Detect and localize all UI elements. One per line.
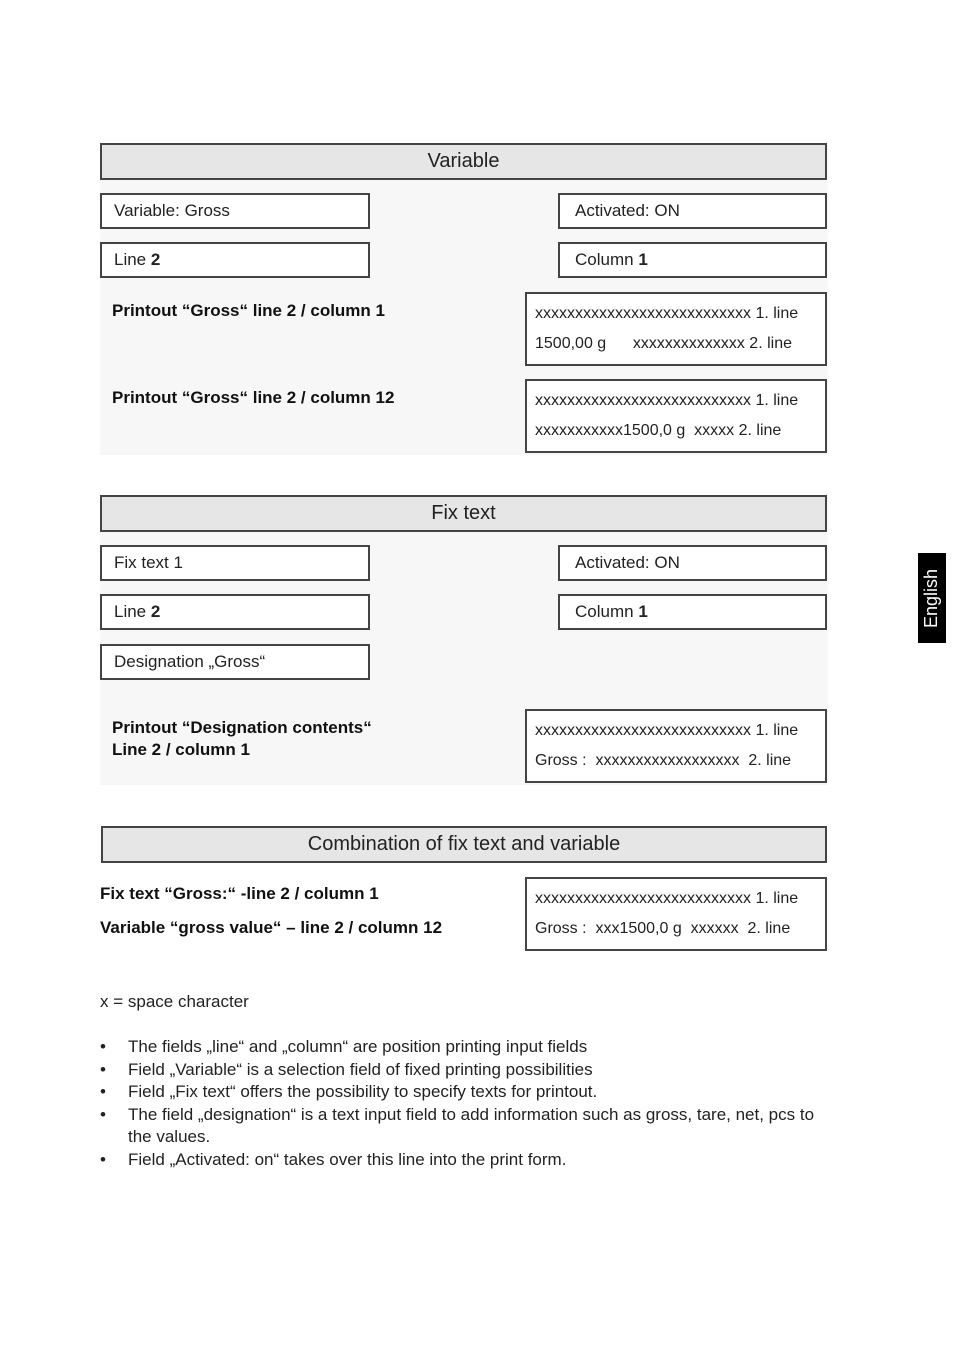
printout-designation-label-line1: Printout “Designation contents“ bbox=[112, 718, 372, 737]
bullet-glyph: • bbox=[100, 1037, 106, 1056]
list-item bbox=[100, 1104, 830, 1149]
column-value: 1 bbox=[638, 602, 648, 621]
combination-label-line2: Variable “gross value“ – line 2 / column 12 bbox=[100, 918, 443, 937]
variable-header: Variable bbox=[100, 143, 827, 180]
column-label: Column bbox=[575, 250, 639, 269]
list-item bbox=[100, 1081, 830, 1104]
fixtext-column-field bbox=[558, 594, 827, 630]
list-item-text: The field „designation“ is a text input field to add information such as gross, tare, net, pcs to the values. bbox=[128, 1104, 815, 1146]
list-item bbox=[100, 1149, 830, 1172]
line-value: 2 bbox=[150, 250, 161, 269]
printout-line-1: xxxxxxxxxxxxxxxxxxxxxxxxxxx 1. line bbox=[535, 392, 799, 409]
printout-line-2: Gross : xxx1500,0 g xxxxxx 2. line bbox=[535, 920, 791, 937]
space-character-note: x = space character bbox=[100, 992, 249, 1011]
line-label: Line bbox=[114, 602, 151, 621]
line-label: Line bbox=[114, 250, 151, 269]
combination-header: Combination of fix text and variable bbox=[101, 826, 827, 863]
language-tab-label: English bbox=[921, 568, 942, 628]
printout-gross-col1-box bbox=[525, 292, 827, 366]
printout-designation-label bbox=[112, 717, 512, 761]
variable-line-field bbox=[100, 242, 370, 278]
variable-field-prefix: Variable: bbox=[114, 201, 185, 220]
printout-designation-box bbox=[525, 709, 827, 783]
bullet-glyph: • bbox=[100, 1104, 106, 1124]
printout-line-1: xxxxxxxxxxxxxxxxxxxxxxxxxxx 1. line bbox=[535, 722, 799, 739]
bullet-glyph: • bbox=[100, 1149, 106, 1169]
bullet-glyph: • bbox=[100, 1059, 106, 1079]
variable-field-value: Gross bbox=[184, 201, 230, 220]
printout-gross-col12-box bbox=[525, 379, 827, 453]
printout-line-2: Gross : xxxxxxxxxxxxxxxxxx 2. line bbox=[535, 752, 792, 769]
variable-field bbox=[100, 193, 370, 229]
variable-activated-field: Activated: ON bbox=[558, 193, 827, 229]
bullet-glyph: • bbox=[100, 1082, 106, 1101]
fixtext-header: Fix text bbox=[100, 495, 827, 532]
language-tab bbox=[918, 553, 946, 643]
variable-column-field bbox=[558, 242, 827, 278]
list-item-text: The fields „line“ and „column“ are position printing input fields bbox=[128, 1037, 588, 1056]
column-value: 1 bbox=[638, 250, 648, 269]
column-label: Column bbox=[575, 602, 639, 621]
list-item-text: Field „Activated: on“ takes over this line into the print form. bbox=[128, 1149, 567, 1169]
list-item bbox=[100, 1036, 830, 1059]
printout-combination-box bbox=[525, 877, 827, 951]
notes-list bbox=[100, 1036, 830, 1171]
printout-line-2: 1500,00 g xxxxxxxxxxxxxx 2. line bbox=[535, 335, 792, 352]
fixtext-field: Fix text 1 bbox=[100, 545, 370, 581]
printout-line-1: xxxxxxxxxxxxxxxxxxxxxxxxxxx 1. line bbox=[535, 305, 799, 322]
printout-line-1: xxxxxxxxxxxxxxxxxxxxxxxxxxx 1. line bbox=[535, 890, 799, 907]
list-item-text: Field „Fix text“ offers the possibility to specify texts for printout. bbox=[128, 1082, 598, 1101]
printout-gross-col12-label: Printout “Gross“ line 2 / column 12 bbox=[112, 388, 395, 407]
line-value: 2 bbox=[150, 602, 161, 621]
fixtext-line-field bbox=[100, 594, 370, 630]
printout-gross-col1-label: Printout “Gross“ line 2 / column 1 bbox=[112, 301, 385, 320]
fixtext-activated-field: Activated: ON bbox=[558, 545, 827, 581]
combination-label-line1: Fix text “Gross:“ -line 2 / column 1 bbox=[100, 884, 379, 903]
list-item bbox=[100, 1059, 830, 1082]
designation-field: Designation „Gross“ bbox=[100, 644, 370, 680]
list-item-text: Field „Variable“ is a selection field of fixed printing possibilities bbox=[128, 1059, 593, 1079]
combination-label bbox=[100, 883, 520, 939]
printout-line-2: xxxxxxxxxxx1500,0 g xxxxx 2. line bbox=[535, 422, 782, 439]
printout-designation-label-line2: Line 2 / column 1 bbox=[112, 740, 250, 759]
